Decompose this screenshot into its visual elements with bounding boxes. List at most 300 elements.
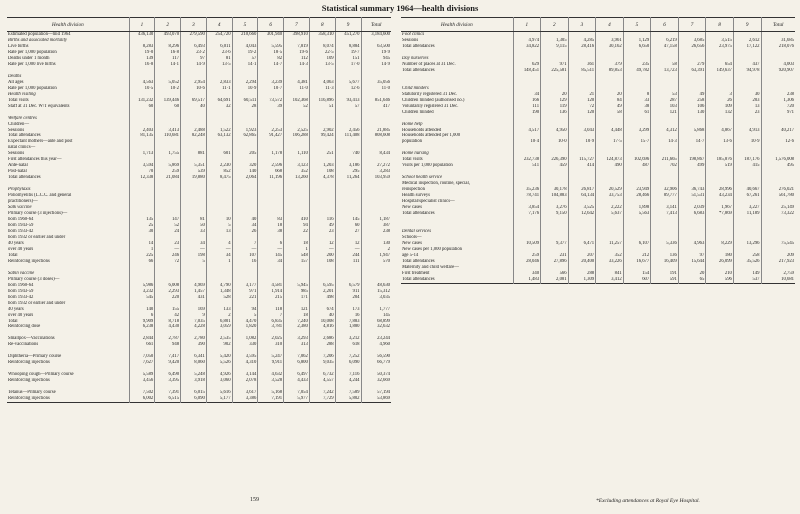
row-label: Total — [7, 253, 129, 259]
table-cell: 6,579 — [335, 283, 361, 289]
row-label: Home nursing — [401, 151, 513, 157]
row-label: Total — [7, 319, 129, 325]
table-cell: 2,902 — [309, 128, 335, 134]
table-cell: 130 — [678, 110, 706, 116]
row-label: First treatment — [401, 271, 513, 277]
table-cell: 3,594 — [129, 163, 155, 169]
table-cell: 3,141 — [651, 205, 679, 211]
table-cell: 330 — [232, 342, 258, 348]
table-cell: 24 — [155, 229, 181, 235]
table-cell: 151 — [335, 56, 361, 62]
table-cell: 3,515 — [706, 38, 734, 44]
row-label: Reinforcing injections — [7, 360, 129, 366]
row-label: Sessions — [401, 38, 513, 44]
table-cell: 28,046 — [513, 259, 541, 265]
table-cell: 654 — [706, 62, 734, 68]
table-cell: 43,234 — [706, 193, 734, 199]
table-cell: 11,264 — [335, 175, 361, 181]
table-cell: 16 — [232, 259, 258, 265]
table-cell: 35,526 — [733, 259, 761, 265]
table-cell: 945 — [382, 55, 390, 61]
table-cell: 7,589 — [335, 390, 361, 396]
table-cell: 149 — [733, 271, 761, 277]
table-cell: 2,294 — [232, 80, 258, 86]
table-cell: 2,780 — [181, 336, 207, 342]
table-cell: 279 — [678, 62, 706, 68]
table-cell: 920,907 — [778, 67, 794, 73]
table-cell: 1,967 — [706, 205, 734, 211]
table-cell: 3,123 — [284, 163, 310, 169]
table-cell: 22 — [284, 229, 310, 235]
table-cell: 40,667 — [733, 187, 761, 193]
table-cell: 6,015 — [181, 390, 207, 396]
row-label: Health surveys — [401, 193, 513, 199]
table-cell: 11,189 — [733, 211, 761, 217]
table-cell: 1,110 — [284, 151, 310, 157]
table-cell: 136 — [541, 110, 569, 116]
table-cell: 10,509 — [513, 241, 541, 247]
table-cell: 3,144 — [232, 372, 258, 378]
table-cell: 5,986 — [129, 283, 155, 289]
table-cell: 131,232 — [129, 98, 155, 104]
table-cell: 2,380 — [284, 324, 310, 330]
column-header: 1 — [129, 18, 155, 32]
table-cell: 211,665 — [651, 157, 679, 163]
table-cell: 10·5 — [129, 86, 155, 92]
page-number: 159 — [250, 497, 259, 503]
table-cell: 607 — [623, 277, 651, 283]
row-label: over 40 years — [7, 313, 129, 319]
table-cell: 185,876 — [706, 157, 734, 163]
table-cell: 548 — [284, 253, 310, 259]
table-cell: 9,377 — [541, 241, 569, 247]
table-cell: 133 — [206, 307, 232, 313]
table-cell: 33 — [623, 98, 651, 104]
table-cell: 13·5 — [206, 62, 232, 68]
table-cell: 7,035 — [181, 319, 207, 325]
table-cell: 140 — [129, 307, 155, 313]
table-cell: 459 — [541, 163, 569, 169]
table-cell: 596 — [706, 277, 734, 283]
row-label: Child minders — [401, 86, 513, 92]
table-cell: 7,116 — [335, 372, 361, 378]
table-cell: 11,257 — [596, 241, 624, 247]
table-cell: 4,310 — [232, 360, 258, 366]
table-cell: 5,945 — [284, 283, 310, 289]
table-cell: 130 — [382, 240, 390, 246]
table-cell: 8 — [623, 92, 651, 98]
table-cell: 19·7 — [335, 50, 361, 56]
table-cell: 16·8 — [155, 50, 181, 56]
table-cell: 129 — [541, 98, 569, 104]
table-cell: 33,753 — [596, 193, 624, 199]
table-cell: 14·7 — [678, 139, 706, 145]
column-header: 2 — [541, 18, 569, 32]
table-cell: — — [309, 247, 335, 253]
table-cell: 115,727 — [568, 157, 596, 163]
table-cell: 57,194 — [377, 390, 390, 396]
table-cell: 4,285 — [568, 38, 596, 44]
table-cell: 64,691 — [206, 98, 232, 104]
table-cell: 203 — [733, 98, 761, 104]
table-cell: 120 — [568, 98, 596, 104]
table-cell: 120 — [568, 110, 596, 116]
table-cell: 18 — [284, 241, 310, 247]
table-cell: 8,074 — [309, 44, 335, 50]
row-label: Children— — [7, 122, 129, 128]
row-label: over 40 years — [7, 247, 129, 253]
table-cell: 10 — [206, 217, 232, 223]
row-label: Re-vaccinations — [7, 342, 129, 348]
row-label: Tetanus—Primary course — [7, 390, 129, 396]
table-cell: 19·0 — [129, 50, 155, 56]
table-cell: 93,413 — [335, 98, 361, 104]
table-cell: 33,226 — [596, 259, 624, 265]
row-label: Statutorily registered 31 Dec. — [401, 92, 513, 98]
row-label: born 1932 or earlier and under — [7, 301, 129, 307]
table-cell: 221 — [232, 295, 258, 301]
table-cell: 14·7 — [258, 62, 284, 68]
table-header-row — [7, 18, 391, 32]
table-cell: 511 — [513, 163, 541, 169]
table-cell: 1,306 — [783, 97, 794, 103]
row-label: practitioners)— — [7, 199, 129, 205]
table-cell: 200 — [309, 253, 335, 259]
table-cell: 13·5 — [309, 62, 335, 68]
table-cell: 295 — [335, 169, 361, 175]
row-label: Medical inspection, routine, special, — [401, 181, 513, 187]
table-cell: 34 — [513, 92, 541, 98]
table-cell: 12·6 — [785, 139, 794, 145]
row-label: New cases per 1,000 population — [401, 247, 513, 253]
table-cell: 3,232 — [129, 289, 155, 295]
table-cell: 417 — [382, 103, 390, 109]
table-cell: 40,217 — [781, 127, 794, 133]
table-cell: 25,149 — [781, 205, 794, 211]
table-cell: 313 — [284, 342, 310, 348]
table-cell: 668 — [258, 169, 284, 175]
table-cell: 246 — [155, 253, 181, 259]
column-header: Health division — [401, 18, 513, 32]
table-cell: 276,021 — [778, 187, 794, 193]
table-cell: 6,090 — [181, 396, 207, 402]
table-cell: 82 — [258, 56, 284, 62]
table-cell: 1,914 — [258, 289, 284, 295]
table-cell: 13,296 — [733, 241, 761, 247]
table-cell: 145 — [258, 253, 284, 259]
table-cell: 10·9 — [733, 139, 761, 145]
table-cell: 259 — [513, 253, 541, 259]
table-cell: 52 — [155, 223, 181, 229]
row-label: Maternity and child welfare— — [401, 265, 513, 271]
table-cell: 52 — [284, 104, 310, 110]
table-cell: 1 — [206, 259, 232, 265]
table-cell: 8,718 — [155, 319, 181, 325]
row-label: born 1960-64 — [7, 283, 129, 289]
table-cell: 320 — [232, 163, 258, 169]
table-cell: 60 — [155, 104, 181, 110]
table-cell: 23 — [155, 241, 181, 247]
table-cell: 53 — [651, 92, 679, 98]
table-cell: 51,531 — [678, 193, 706, 199]
table-cell: 5,247 — [258, 354, 284, 360]
table-cell: 2,456 — [335, 128, 361, 134]
row-label: Welfare centres — [7, 116, 129, 122]
table-cell: 7,502 — [129, 390, 155, 396]
table-cell: 528 — [206, 295, 232, 301]
table-cell: 62,865 — [232, 133, 258, 139]
row-label: Prophylaxis — [7, 187, 129, 193]
table-cell: 157 — [284, 259, 310, 265]
table-cell: 5,677 — [335, 80, 361, 86]
table-cell: 20,400 — [568, 259, 596, 265]
table-cell: 173 — [335, 307, 361, 313]
row-label: Households attended — [401, 128, 513, 134]
table-cell: 198 — [181, 253, 207, 259]
row-label: Foot clinics — [401, 32, 513, 38]
table-cell: 15,644 — [678, 259, 706, 265]
table-cell: 169 — [181, 307, 207, 313]
table-cell: 720 — [786, 103, 794, 109]
table-cell: 4,581 — [258, 283, 284, 289]
table-cell: 5,637 — [596, 211, 624, 217]
table-cell: 498 — [309, 295, 335, 301]
table-cell: 4,312 — [651, 128, 679, 134]
row-label: Total visits — [7, 98, 129, 104]
table-cell: 21 — [568, 92, 596, 98]
table-cell: 19·9 — [381, 49, 390, 55]
table-cell: 75,545 — [781, 240, 794, 246]
table-cell: 40 — [181, 104, 207, 110]
table-cell: 58 — [651, 62, 679, 68]
table-cell: 11·0 — [381, 85, 390, 91]
table-cell: 7,206 — [309, 354, 335, 360]
table-cell: 14·1 — [232, 62, 258, 68]
row-label: Home help — [401, 122, 513, 128]
table-cell: 238 — [786, 91, 794, 97]
table-cell: 6,238 — [129, 324, 155, 330]
table-cell: 2,081 — [541, 277, 569, 283]
table-cell: 1 — [129, 247, 155, 253]
table-cell: — — [206, 247, 232, 253]
table-cell: 4,563 — [129, 80, 155, 86]
table-cell: 139,446 — [155, 98, 181, 104]
row-label: School health service — [401, 175, 513, 181]
table-cell: 106 — [678, 104, 706, 110]
table-cell: 190 — [513, 110, 541, 116]
table-cell: 7,883 — [335, 319, 361, 325]
table-row — [401, 277, 795, 283]
table-cell: 7,062 — [284, 354, 310, 360]
table-cell: 9,909 — [129, 319, 155, 325]
table-cell: 4,433 — [284, 378, 310, 384]
table-cell: 1,898 — [623, 205, 651, 211]
table-cell: 32 — [206, 104, 232, 110]
table-cell: 1,305 — [541, 38, 569, 44]
table-cell: 591 — [651, 277, 679, 283]
table-cell: 198,867 — [678, 157, 706, 163]
table-cell: 6,732 — [309, 372, 335, 378]
row-label: Total attendances — [7, 133, 129, 139]
table-cell: 215 — [258, 295, 284, 301]
table-cell: 358,310 — [309, 32, 335, 38]
table-cell: 191 — [651, 271, 679, 277]
row-label: Ante-natal — [7, 163, 129, 169]
table-cell: 47,158 — [651, 44, 679, 50]
table-cell: 2,596 — [258, 163, 284, 169]
row-label: Live births — [7, 44, 129, 50]
table-cell: 4,043 — [232, 44, 258, 50]
table-cell: 17,122 — [733, 44, 761, 50]
table-cell: 111 — [513, 104, 541, 110]
table-cell: 205 — [232, 151, 258, 157]
table-cell: 841 — [596, 271, 624, 277]
row-label: Primary course (3 doses)— — [7, 277, 129, 283]
table-cell: 103,959 — [374, 175, 390, 181]
table-cell: 310 — [258, 342, 284, 348]
table-cell: 119 — [541, 104, 569, 110]
row-label: reinspection — [401, 187, 513, 193]
table-cell: 971 — [541, 62, 569, 68]
table-cell: 136 — [651, 253, 679, 259]
table-cell: 10·2 — [155, 86, 181, 92]
table-cell: 14·1 — [155, 62, 181, 68]
table-cell: 4,867 — [706, 128, 734, 134]
column-header: 8 — [706, 18, 734, 32]
table-cell: 12 — [335, 241, 361, 247]
table-cell: 9 — [181, 313, 207, 319]
table-cell: 3,386 — [232, 396, 258, 402]
table-cell: 3,035 — [379, 294, 390, 300]
row-label: Salk vaccine — [7, 205, 129, 211]
table-cell: 3,395 — [155, 378, 181, 384]
table-cell: 13,260 — [284, 175, 310, 181]
table-cell: 415 — [733, 163, 761, 169]
table-cell: 210 — [706, 271, 734, 277]
table-cell: 390 — [181, 342, 207, 348]
table-cell: 97 — [678, 253, 706, 259]
table-row — [7, 32, 391, 38]
table-cell: 117 — [155, 56, 181, 62]
row-label: Hospital/specialist clinics— — [401, 199, 513, 205]
column-header: 4 — [206, 18, 232, 32]
row-label: Rate per 1,000 population — [7, 50, 129, 56]
table-cell: 225,581 — [541, 68, 569, 74]
table-cell: 57 — [232, 56, 258, 62]
table-cell: 6,471 — [568, 241, 596, 247]
table-cell: 104,883 — [541, 193, 569, 199]
table-cell: 232,738 — [513, 157, 541, 163]
table-cell: 3,854 — [513, 205, 541, 211]
table-header-row — [401, 18, 795, 32]
table-cell: 3,043 — [568, 128, 596, 134]
table-cell: 81,135 — [129, 133, 155, 139]
page-title: Statistical summary 1964—health divisions — [321, 3, 479, 13]
table-cell: 2,488 — [181, 128, 207, 134]
row-label: Estimated population—mid 1964 — [7, 32, 129, 38]
table-cell: 13 — [206, 229, 232, 235]
table-cell: 6,493 — [181, 44, 207, 50]
table-cell: 8,475 — [206, 175, 232, 181]
table-cell: 3,184,600 — [371, 32, 390, 37]
table-cell: 89,853 — [596, 68, 624, 74]
table-cell: 3,227 — [733, 205, 761, 211]
table-cell: 121 — [651, 110, 679, 116]
table-cell: 109 — [706, 104, 734, 110]
table-cell: 702 — [651, 163, 679, 169]
table-cell: 911 — [335, 289, 361, 295]
table-cell: 5,526 — [206, 360, 232, 366]
row-label: Sabin vaccine — [7, 271, 129, 277]
table-cell: 4,913 — [733, 128, 761, 134]
table-cell: 8,434 — [379, 151, 390, 157]
row-label: New cases — [401, 241, 513, 247]
row-label: Whooping cough—Primary course — [7, 372, 129, 378]
table-cell: 30 — [129, 229, 155, 235]
table-cell: 3,212 — [335, 336, 361, 342]
table-cell: — — [258, 247, 284, 253]
table-cell: 3 — [706, 92, 734, 98]
table-cell: 3,293 — [284, 336, 310, 342]
table-cell: 5,595 — [258, 44, 284, 50]
table-cell: 124,873 — [596, 157, 624, 163]
table-cell: 91,427 — [258, 133, 284, 139]
table-cell: 39 — [258, 104, 284, 110]
table-cell: 519 — [706, 163, 734, 169]
table-cell: 89,777 — [651, 193, 679, 199]
table-cell: — — [181, 247, 207, 253]
column-header: 6 — [258, 18, 284, 32]
table-cell: 379 — [596, 62, 624, 68]
table-cell: 6,008 — [155, 283, 181, 289]
table-cell: 60,511 — [232, 98, 258, 104]
table-cell: 28,466 — [623, 193, 651, 199]
table-cell: 1,483 — [513, 277, 541, 283]
table-cell: 410 — [284, 217, 310, 223]
table-cell: 73,572 — [258, 98, 284, 104]
table-cell: 4,960 — [379, 342, 390, 348]
table-cell: 287 — [651, 98, 679, 104]
row-label: born 1932 or earlier and under — [7, 235, 129, 241]
table-cell: 3,299 — [623, 128, 651, 134]
table-cell: 145 — [382, 312, 390, 318]
row-label: Children minded (authorised no.) — [401, 98, 513, 104]
table-cell: 63,132 — [206, 133, 232, 139]
table-cell: 12,642 — [568, 211, 596, 217]
table-cell: 13 — [733, 104, 761, 110]
row-label: Schools— — [401, 235, 513, 241]
table-cell: 10·0 — [541, 139, 569, 145]
table-cell: 22·5 — [309, 50, 335, 56]
table-cell: 34 — [232, 223, 258, 229]
row-label: born 1933-42 — [7, 229, 129, 235]
row-label: Staff at 31 Dec. W/T equivalents — [7, 104, 129, 110]
table-cell: 23 — [733, 110, 761, 116]
left-statistics-table — [7, 17, 391, 403]
table-cell: 26 — [706, 98, 734, 104]
table-cell: 5,248 — [181, 372, 207, 378]
table-cell: 166 — [513, 98, 541, 104]
table-cell: — — [335, 247, 361, 253]
table-cell: 27,272 — [377, 163, 390, 169]
table-cell: 6,002 — [129, 396, 155, 402]
table-cell: 2,201 — [309, 289, 335, 295]
table-cell: 20,529 — [596, 187, 624, 193]
table-cell: 94 — [284, 223, 310, 229]
table-cell: 171 — [284, 295, 310, 301]
table-cell: 180 — [706, 253, 734, 259]
table-cell: 490 — [596, 163, 624, 169]
